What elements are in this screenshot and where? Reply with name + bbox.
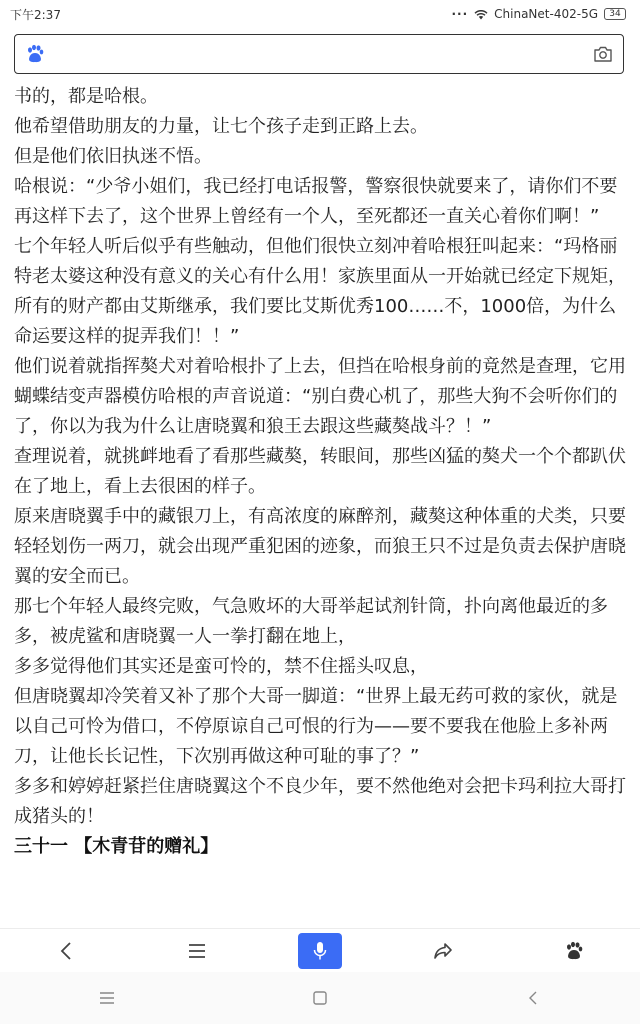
share-icon [433,942,453,960]
wifi-icon [474,9,488,20]
camera-icon[interactable] [593,45,613,63]
system-back-button[interactable] [503,978,563,1018]
battery-level: 34 [609,9,621,19]
menu-icon [187,943,207,959]
recent-apps-button[interactable] [77,978,137,1018]
share-button[interactable] [413,931,473,971]
baidu-home-button[interactable] [544,931,604,971]
back-button[interactable] [36,931,96,971]
battery-icon [604,8,626,20]
paragraph: 他们说着就指挥獒犬对着哈根扑了上去，但挡在哈根身前的竟然是查理，它用蝴蝶结变声器模仿哈根的声音说道：“别白费心机了，那些大狗不会听你们的了，你以为我为什么让唐晓翼和狼王去跟这些藏獒战斗？！” [14,356,626,437]
next-chapter-title: 三十一 【木青苷的赠礼】 [14,836,219,857]
chevron-left-icon [528,991,538,1005]
paragraph: 他希望借助朋友的力量，让七个孩子走到正路上去。 [14,116,428,137]
paragraph: 查理说着，就挑衅地看了看那些藏獒，转眼间，那些凶猛的獒犬一个个都趴伏在了地上，看上去很困的样子。 [14,446,626,497]
baidu-paw-icon [564,941,584,961]
voice-search-button[interactable] [298,933,342,969]
system-nav-bar [0,972,640,1024]
home-button[interactable] [290,978,350,1018]
paragraph: 多多觉得他们其实还是蛮可怜的，禁不住摇头叹息， [14,656,428,677]
square-icon [313,991,327,1005]
paragraph: 原来唐晓翼手中的藏银刀上，有高浓度的麻醉剂，藏獒这种体重的犬类，只要轻轻划伤一两刀，就会出现严重犯困的迹象，而狼王只不过是负责去保护唐晓翼的安全而已。 [14,506,626,587]
article-content [0,82,640,928]
search-input[interactable] [55,39,583,69]
paragraph: 哈根说：“少爷小姐们，我已经打电话报警，警察很快就要来了，请你们不要再这样下去了，这个世界上曾经有一个人，至死都还一直关心着你们啊！” [14,176,618,227]
menu-button[interactable] [167,931,227,971]
paragraph: 但唐晓翼却冷笑着又补了那个大哥一脚道：“世界上最无药可救的家伙，就是以自己可怜为借口，不停原谅自己可恨的行为——要不要我在他脸上多补两刀，让他长长记性，下次别再做这种可耻的事了？” [14,686,618,767]
baidu-paw-icon[interactable] [25,44,45,64]
notification-dots: ··· [451,7,469,21]
menu-icon [99,992,115,1004]
chevron-left-icon [59,941,73,961]
paragraph: 书的，都是哈根。 [14,86,158,107]
network-name: ChinaNet-402-5G [494,7,598,21]
status-indicators [451,7,626,21]
microphone-icon [313,941,327,961]
status-time: 下午2:37 [10,7,61,22]
browser-toolbar [0,928,640,972]
paragraph: 那七个年轻人最终完败，气急败坏的大哥举起试剂针筒，扑向离他最近的多多，被虎鲨和唐晓翼一人一拳打翻在地上， [14,596,608,647]
paragraph: 多多和婷婷赶紧拦住唐晓翼这个不良少年，要不然他绝对会把卡玛利拉大哥打成猪头的！ [14,776,626,827]
status-bar [0,0,640,28]
paragraph: 七个年轻人听后似乎有些触动，但他们很快立刻冲着哈根狂叫起来：“玛格丽特老太婆这种没有意义的关心有什么用！家族里面从一开始就已经定下规矩，所有的财产都由艾斯继承，我们要比艾斯优秀100……不，1000倍，为什么命运要这样的捉弄我们！！” [14,236,626,347]
search-bar[interactable] [14,34,624,74]
paragraph: 但是他们依旧执迷不悟。 [14,146,212,167]
